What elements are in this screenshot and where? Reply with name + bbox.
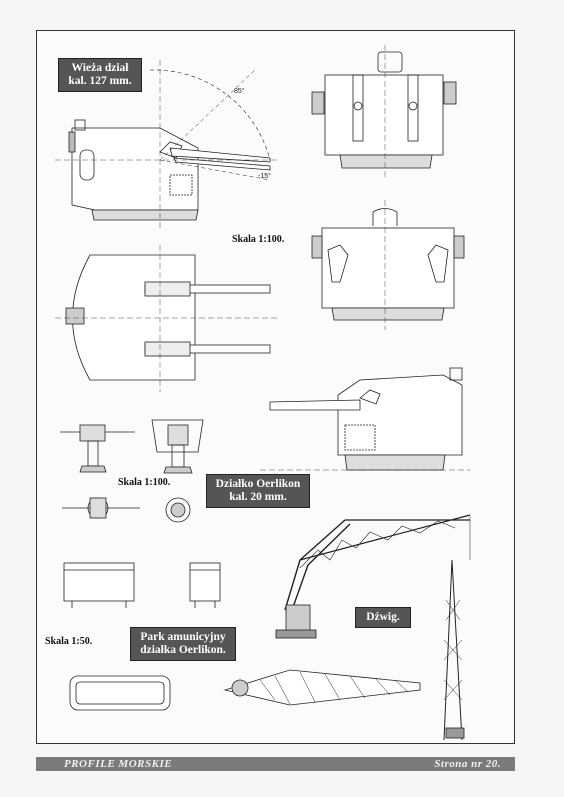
ammo-locker-plan <box>70 676 170 710</box>
oerlikon-plan-view <box>62 498 140 518</box>
turret-rear-view <box>312 45 456 180</box>
crane-label: Dźwig. <box>355 607 411 628</box>
angle-up-label: 85° <box>234 88 245 95</box>
turret-label: Wieża dział kal. 127 mm. <box>58 58 142 92</box>
oerlikon-label: Działko Oerlikon kal. 20 mm. <box>206 474 310 508</box>
crane-plan-view <box>225 670 420 705</box>
oerlikon-front-view <box>152 420 203 473</box>
ammo-label: Park amunicyjny działka Oerlikon. <box>130 627 236 661</box>
crane-front-view <box>444 560 464 740</box>
footer-bar <box>36 757 515 771</box>
turret-plan-view <box>55 245 280 392</box>
scale-ammo: Skala 1:50. <box>45 636 93 647</box>
turret-front-view <box>312 200 464 330</box>
oerlikon-base-view <box>166 498 190 522</box>
ammo-locker-side <box>64 563 134 608</box>
oerlikon-side-view <box>60 425 135 472</box>
scale-oerlikon: Skala 1:100. <box>118 477 171 488</box>
turret-side-view-2 <box>260 368 470 470</box>
footer-publication: PROFILE MORSKIE <box>64 758 173 770</box>
ammo-locker-end <box>190 563 220 608</box>
footer-page-number: Strona nr 20. <box>434 758 501 770</box>
scale-turret: Skala 1:100. <box>232 234 285 245</box>
angle-down-label: -15° <box>258 173 271 180</box>
